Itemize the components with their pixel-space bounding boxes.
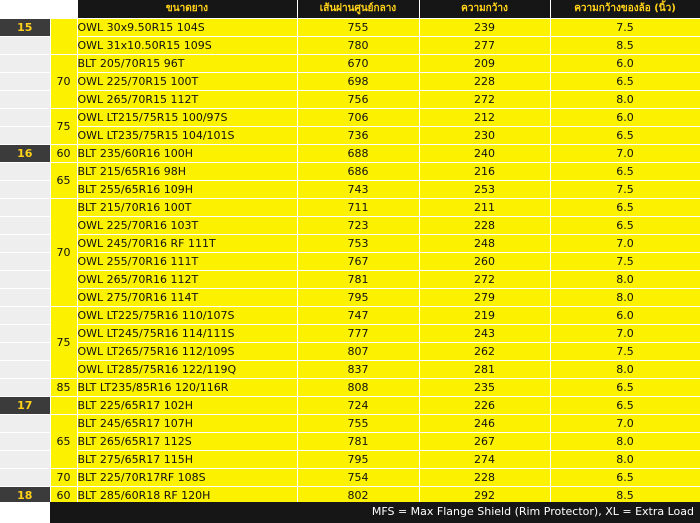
table-row (0, 90, 700, 108)
width-cell: 267 (419, 432, 550, 450)
tire-size-cell: OWL LT225/75R16 110/107S (77, 306, 297, 324)
diameter-cell: 755 (297, 18, 419, 36)
rim-width-cell: 8.0 (550, 90, 700, 108)
width-cell: 246 (419, 414, 550, 432)
tire-size-cell: OWL 225/70R15 100T (77, 72, 297, 90)
aspect-ratio-cell: 65 (50, 162, 77, 198)
rim-width-cell: 6.0 (550, 108, 700, 126)
header-corner (0, 0, 77, 18)
header-size: ขนาดยาง (77, 0, 297, 18)
tire-size-cell: OWL LT265/75R16 112/109S (77, 342, 297, 360)
diameter-cell: 780 (297, 36, 419, 54)
table-row (0, 54, 700, 72)
table-row (0, 18, 700, 36)
aspect-ratio-cell: 70 (50, 198, 77, 306)
table-body (0, 18, 700, 504)
tire-size-cell: OWL 31x10.50R15 109S (77, 36, 297, 54)
tire-size-cell: OWL LT285/75R16 122/119Q (77, 360, 297, 378)
rim-width-cell: 8.0 (550, 270, 700, 288)
table-row (0, 396, 700, 414)
tire-size-cell: OWL 265/70R16 112T (77, 270, 297, 288)
rim-width-cell: 6.5 (550, 126, 700, 144)
table-row (0, 468, 700, 486)
table-row (0, 450, 700, 468)
tire-size-cell: BLT 225/65R17 102H (77, 396, 297, 414)
rim-size-blank (0, 324, 50, 342)
rim-size-blank (0, 432, 50, 450)
table-row (0, 234, 700, 252)
rim-width-cell: 6.5 (550, 396, 700, 414)
rim-size-blank (0, 342, 50, 360)
rim-size-blank (0, 180, 50, 198)
rim-size-label: 16 (0, 144, 50, 162)
tire-size-cell: OWL LT235/75R15 104/101S (77, 126, 297, 144)
table-row (0, 126, 700, 144)
width-cell: 235 (419, 378, 550, 396)
rim-size-blank (0, 126, 50, 144)
rim-width-cell: 7.5 (550, 180, 700, 198)
rim-width-cell: 7.0 (550, 414, 700, 432)
diameter-cell: 808 (297, 378, 419, 396)
rim-width-cell: 8.0 (550, 360, 700, 378)
rim-width-cell: 8.0 (550, 288, 700, 306)
rim-width-cell: 8.0 (550, 450, 700, 468)
footer-note: MFS = Max Flange Shield (Rim Protector), XL = Extra Load (50, 502, 700, 523)
rim-size-blank (0, 306, 50, 324)
width-cell: 239 (419, 18, 550, 36)
tire-size-cell: BLT 255/65R16 109H (77, 180, 297, 198)
header-row (0, 0, 700, 18)
diameter-cell: 837 (297, 360, 419, 378)
diameter-cell: 756 (297, 90, 419, 108)
diameter-cell: 743 (297, 180, 419, 198)
width-cell: 277 (419, 36, 550, 54)
aspect-ratio-cell: 65 (50, 414, 77, 468)
tire-size-cell: BLT LT235/85R16 120/116R (77, 378, 297, 396)
width-cell: 219 (419, 306, 550, 324)
table-row (0, 288, 700, 306)
rim-size-blank (0, 162, 50, 180)
width-cell: 211 (419, 198, 550, 216)
aspect-ratio-cell: 75 (50, 306, 77, 378)
rim-width-cell: 8.5 (550, 486, 700, 504)
rim-size-blank (0, 234, 50, 252)
footer-spacer (0, 502, 50, 523)
tire-size-cell: OWL 245/70R16 RF 111T (77, 234, 297, 252)
rim-size-blank (0, 54, 50, 72)
table-row (0, 144, 700, 162)
table-row (0, 360, 700, 378)
rim-size-blank (0, 450, 50, 468)
rim-width-cell: 7.5 (550, 18, 700, 36)
diameter-cell: 777 (297, 324, 419, 342)
width-cell: 279 (419, 288, 550, 306)
table-row (0, 252, 700, 270)
width-cell: 228 (419, 468, 550, 486)
rim-size-blank (0, 468, 50, 486)
rim-size-blank (0, 288, 50, 306)
tire-size-cell: OWL 225/70R16 103T (77, 216, 297, 234)
tire-size-cell: BLT 235/60R16 100H (77, 144, 297, 162)
tire-size-cell: BLT 215/70R16 100T (77, 198, 297, 216)
width-cell: 226 (419, 396, 550, 414)
aspect-ratio-cell: 70 (50, 54, 77, 108)
header-width: ความกว้าง (419, 0, 550, 18)
width-cell: 272 (419, 270, 550, 288)
rim-width-cell: 8.5 (550, 36, 700, 54)
rim-size-label: 17 (0, 396, 50, 414)
table-row (0, 342, 700, 360)
rim-size-label: 18 (0, 486, 50, 504)
table-row (0, 306, 700, 324)
rim-size-blank (0, 36, 50, 54)
rim-size-blank (0, 414, 50, 432)
table-row (0, 162, 700, 180)
table-row (0, 324, 700, 342)
table-row (0, 36, 700, 54)
width-cell: 228 (419, 72, 550, 90)
tire-size-cell: BLT 205/70R15 96T (77, 54, 297, 72)
rim-size-blank (0, 270, 50, 288)
diameter-cell: 736 (297, 126, 419, 144)
rim-size-blank (0, 72, 50, 90)
table-row (0, 198, 700, 216)
tire-size-cell: OWL 275/70R16 114T (77, 288, 297, 306)
width-cell: 292 (419, 486, 550, 504)
tire-size-cell: BLT 265/65R17 112S (77, 432, 297, 450)
diameter-cell: 747 (297, 306, 419, 324)
aspect-ratio-cell (50, 18, 77, 54)
rim-width-cell: 7.0 (550, 144, 700, 162)
rim-width-cell: 6.5 (550, 378, 700, 396)
rim-size-blank (0, 90, 50, 108)
diameter-cell: 795 (297, 288, 419, 306)
rim-size-blank (0, 360, 50, 378)
table-row (0, 378, 700, 396)
diameter-cell: 754 (297, 468, 419, 486)
tire-size-cell: OWL 265/70R15 112T (77, 90, 297, 108)
width-cell: 240 (419, 144, 550, 162)
diameter-cell: 711 (297, 198, 419, 216)
rim-width-cell: 7.0 (550, 324, 700, 342)
diameter-cell: 670 (297, 54, 419, 72)
rim-width-cell: 6.5 (550, 216, 700, 234)
width-cell: 253 (419, 180, 550, 198)
aspect-ratio-cell: 60 (50, 144, 77, 162)
rim-size-blank (0, 378, 50, 396)
width-cell: 248 (419, 234, 550, 252)
tire-size-cell: BLT 275/65R17 115H (77, 450, 297, 468)
rim-width-cell: 7.5 (550, 342, 700, 360)
aspect-ratio-cell: 70 (50, 468, 77, 486)
rim-size-blank (0, 252, 50, 270)
aspect-ratio-cell: 60 (50, 486, 77, 504)
table-row (0, 108, 700, 126)
tire-size-cell: OWL 30x9.50R15 104S (77, 18, 297, 36)
rim-size-blank (0, 108, 50, 126)
diameter-cell: 795 (297, 450, 419, 468)
header-rim-width: ความกว้างของล้อ (นิ้ว) (550, 0, 700, 18)
diameter-cell: 767 (297, 252, 419, 270)
tire-size-cell: OWL LT245/75R16 114/111S (77, 324, 297, 342)
table-row (0, 414, 700, 432)
tire-size-cell: BLT 285/60R18 RF 120H (77, 486, 297, 504)
width-cell: 274 (419, 450, 550, 468)
width-cell: 260 (419, 252, 550, 270)
width-cell: 212 (419, 108, 550, 126)
rim-width-cell: 6.5 (550, 468, 700, 486)
tire-size-cell: BLT 245/65R17 107H (77, 414, 297, 432)
tire-size-cell: BLT 225/70R17RF 108S (77, 468, 297, 486)
tire-size-cell: OWL LT215/75R15 100/97S (77, 108, 297, 126)
aspect-ratio-cell: 75 (50, 108, 77, 144)
tire-size-cell: BLT 215/65R16 98H (77, 162, 297, 180)
tire-size-cell: OWL 255/70R16 111T (77, 252, 297, 270)
rim-width-cell: 8.0 (550, 432, 700, 450)
rim-width-cell: 6.5 (550, 162, 700, 180)
diameter-cell: 723 (297, 216, 419, 234)
rim-width-cell: 7.5 (550, 252, 700, 270)
table-row (0, 72, 700, 90)
diameter-cell: 706 (297, 108, 419, 126)
table-row (0, 432, 700, 450)
table-row (0, 180, 700, 198)
aspect-ratio-cell: 85 (50, 378, 77, 396)
aspect-ratio-cell (50, 396, 77, 414)
diameter-cell: 753 (297, 234, 419, 252)
diameter-cell: 807 (297, 342, 419, 360)
rim-width-cell: 6.0 (550, 306, 700, 324)
table-row (0, 216, 700, 234)
rim-width-cell: 6.5 (550, 72, 700, 90)
diameter-cell: 781 (297, 432, 419, 450)
rim-width-cell: 7.0 (550, 234, 700, 252)
width-cell: 272 (419, 90, 550, 108)
diameter-cell: 688 (297, 144, 419, 162)
diameter-cell: 755 (297, 414, 419, 432)
diameter-cell: 802 (297, 486, 419, 504)
rim-width-cell: 6.0 (550, 54, 700, 72)
rim-size-blank (0, 198, 50, 216)
width-cell: 262 (419, 342, 550, 360)
diameter-cell: 781 (297, 270, 419, 288)
width-cell: 209 (419, 54, 550, 72)
width-cell: 230 (419, 126, 550, 144)
table-row (0, 270, 700, 288)
width-cell: 216 (419, 162, 550, 180)
diameter-cell: 698 (297, 72, 419, 90)
width-cell: 228 (419, 216, 550, 234)
width-cell: 281 (419, 360, 550, 378)
rim-width-cell: 6.5 (550, 198, 700, 216)
rim-size-blank (0, 216, 50, 234)
width-cell: 243 (419, 324, 550, 342)
header-diameter: เส้นผ่านศูนย์กลาง (297, 0, 419, 18)
diameter-cell: 686 (297, 162, 419, 180)
diameter-cell: 724 (297, 396, 419, 414)
rim-size-label: 15 (0, 18, 50, 36)
